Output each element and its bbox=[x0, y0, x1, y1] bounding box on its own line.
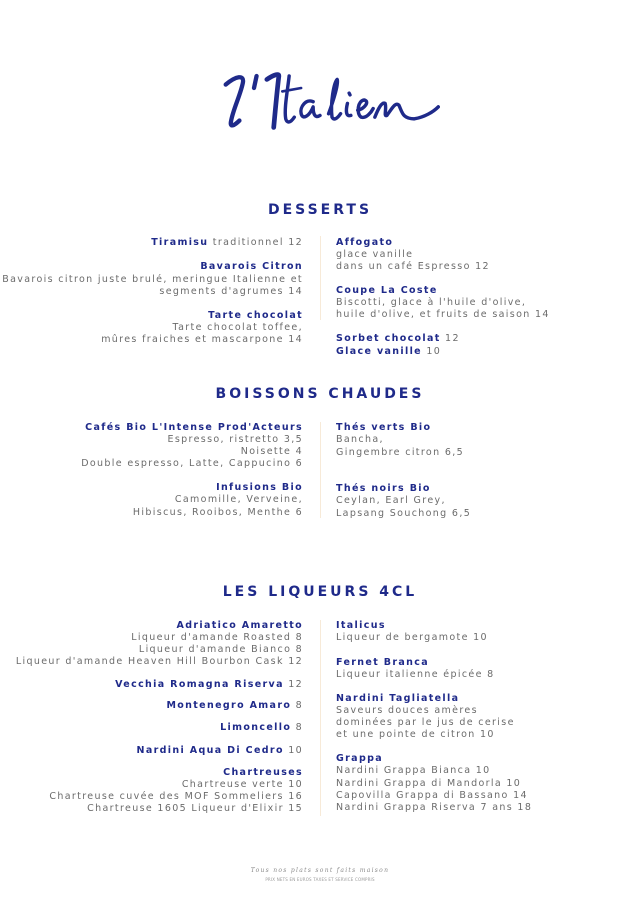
menu-item-description: Nardini Grappa Riserva 7 ans 18 bbox=[336, 802, 533, 813]
menu-item-description: mûres fraiches et mascarpone 14 bbox=[101, 334, 303, 345]
divider-boissons bbox=[320, 422, 321, 518]
menu-item-description: huile d'olive, et fruits de saison 14 bbox=[336, 309, 550, 320]
menu-item-montenegro-amaro: Montenegro Amaro 8 bbox=[166, 700, 303, 711]
menu-item-description: Liqueur de bergamote 10 bbox=[336, 632, 488, 643]
section-title-boissons-chaudes: BOISSONS CHAUDES bbox=[215, 386, 425, 402]
menu-item-description: segments d'agrumes 14 bbox=[159, 286, 303, 297]
menu-item-description: Biscotti, glace à l'huile d'olive, bbox=[336, 297, 527, 308]
menu-item-fernet-branca: Fernet Branca bbox=[336, 657, 429, 668]
liqueurs-right-column bbox=[336, 0, 636, 905]
footer-homemade-note: Tous nos plats sont faits maison bbox=[250, 867, 390, 874]
menu-item-tiramisu: Tiramisu traditionnel 12 bbox=[151, 237, 303, 248]
menu-item-description: Chartreuse cuvée des MOF Sommeliers 16 bbox=[49, 791, 303, 802]
menu-item-thes-noirs-bio: Thés noirs Bio bbox=[336, 483, 431, 494]
menu-item-description: Tarte chocolat toffee, bbox=[172, 322, 303, 333]
menu-item-description: et une pointe de citron 10 bbox=[336, 729, 495, 740]
divider-liqueurs bbox=[320, 620, 321, 816]
menu-item-chartreuses: Chartreuses bbox=[223, 767, 303, 778]
menu-item-description: Nardini Grappa Bianca 10 bbox=[336, 765, 491, 776]
menu-item-thes-verts-bio: Thés verts Bio bbox=[336, 422, 432, 433]
menu-item-description: Nardini Grappa di Mandorla 10 bbox=[336, 778, 522, 789]
section-title-desserts: DESSERTS bbox=[267, 202, 373, 218]
menu-item-description: Capovilla Grappa di Bassano 14 bbox=[336, 790, 528, 801]
menu-item-description: Camomille, Verveine, bbox=[174, 494, 303, 505]
menu-item-description: Noisette 4 bbox=[240, 446, 303, 457]
menu-item-grappa: Grappa bbox=[336, 753, 384, 764]
menu-item-italicus: Italicus bbox=[336, 620, 386, 631]
menu-item-limoncello: Limoncello 8 bbox=[220, 722, 303, 733]
liqueurs-left-column bbox=[0, 0, 303, 905]
menu-item-description: Bancha, bbox=[336, 434, 384, 445]
menu-item-description: Espresso, ristretto 3,5 bbox=[167, 434, 303, 445]
menu-item-description: Lapsang Souchong 6,5 bbox=[336, 508, 472, 519]
menu-item-description: Liqueur d'amande Bianco 8 bbox=[138, 644, 303, 655]
menu-item-description: Chartreuse verte 10 bbox=[181, 779, 303, 790]
menu-item-sorbet-chocolat: Sorbet chocolat 12 bbox=[336, 333, 460, 344]
menu-item-infusions-bio: Infusions Bio bbox=[216, 482, 303, 493]
menu-item-cafes-bio: Cafés Bio L'Intense Prod'Acteurs bbox=[85, 422, 303, 433]
menu-item-affogato: Affogato bbox=[336, 237, 394, 248]
menu-item-description: Chartreuse 1605 Liqueur d'Elixir 15 bbox=[87, 803, 303, 814]
menu-item-vecchia-romagna: Vecchia Romagna Riserva 12 bbox=[115, 679, 303, 690]
divider-desserts bbox=[320, 236, 321, 320]
menu-item-description: Double espresso, Latte, Cappucino 6 bbox=[81, 458, 303, 469]
menu-item-description: Liqueur d'amande Roasted 8 bbox=[131, 632, 303, 643]
menu-item-description: Liqueur italienne épicée 8 bbox=[336, 669, 495, 680]
menu-item-description: Gingembre citron 6,5 bbox=[336, 447, 464, 458]
menu-item-coupe-la-coste: Coupe La Coste bbox=[336, 285, 438, 296]
menu-item-tarte-chocolat: Tarte chocolat bbox=[208, 310, 303, 321]
menu-item-description: Liqueur d'amande Heaven Hill Bourbon Cask 12 bbox=[15, 656, 303, 667]
menu-item-bavarois-citron: Bavarois Citron bbox=[200, 261, 303, 272]
menu-item-description: dominées par le jus de cerise bbox=[336, 717, 515, 728]
footer-price-note: PRIX NETS EN EUROS TAXES ET SERVICE COMPRIS bbox=[265, 877, 375, 882]
menu-item-description: Hibiscus, Rooibos, Menthe 6 bbox=[132, 507, 303, 518]
section-title-liqueurs: LES LIQUEURS 4CL bbox=[222, 584, 418, 600]
menu-item-nardini-aqua-di-cedro: Nardini Aqua Di Cedro 10 bbox=[136, 745, 303, 756]
menu-item-description: Saveurs douces amères bbox=[336, 705, 478, 716]
menu-item-description: Ceylan, Earl Grey, bbox=[336, 495, 446, 506]
menu-item-glace-vanille: Glace vanille 10 bbox=[336, 346, 442, 357]
menu-item-adriatico-amaretto: Adriatico Amaretto bbox=[176, 620, 303, 631]
menu-item-description: dans un café Espresso 12 bbox=[336, 261, 490, 272]
menu-item-nardini-tagliatella: Nardini Tagliatella bbox=[336, 693, 460, 704]
menu-item-description: glace vanille bbox=[336, 249, 414, 260]
menu-item-description: Bavarois citron juste brulé, meringue Italienne et bbox=[2, 274, 303, 285]
